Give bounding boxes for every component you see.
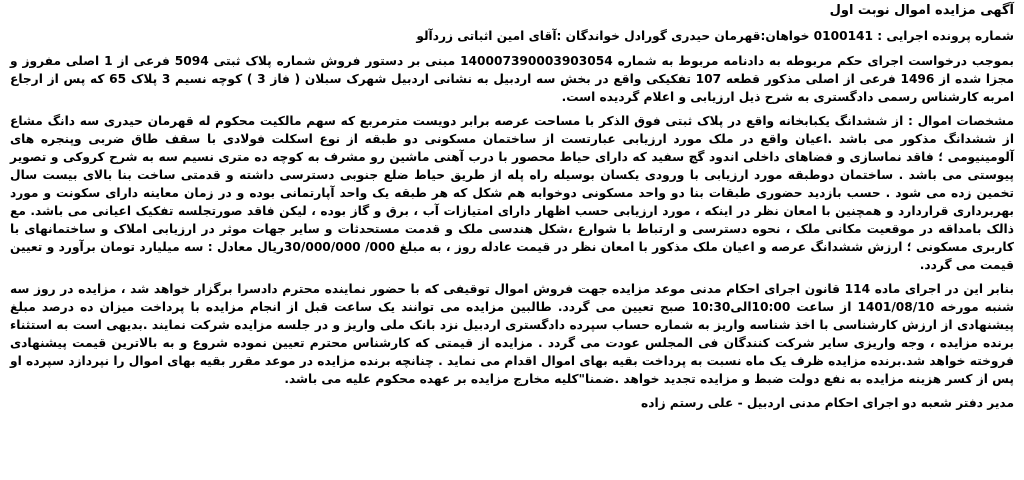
- notice-title: آگهی مزایده اموال نوبت اول: [829, 3, 1014, 18]
- notice-paragraph-property-specs: مشخصات اموال : از ششدانگ یکبابخانه واقع در پلاک ثبتی فوق الذکر با مساحت عرصه برابر دویست مترمربع که سهم مالکیت محکوم له قهرمان حیدری سه دانگ مشاع از ششدانگ مذکور می باشد .اعیان واقع در ملک مورد ارزیابی عبارتست از ساختمان مسکونی دو طبقه از نوع اسکلت فولادی با سقف طاق ضربی وپنجره های آلومینیومی ؛ فاقد نماسازی و فضاهای داخلی اندود گچ سفید که دارای حیاط محصور با درب آهنی ماشین رو مشرف به کوچه ده متری نسیم سه به شرح کروکی و تصویر پیوستی می باشد . ساختمان دوطبقه مورد ارزیابی با ورودی یکسان بوسیله راه پله از طریق حیاط ضلع جنوبی دسترسی داشته و قدمتی ساخت بنا بالای بیست سال تخمین زده می شود . حسب بازدید حضوری طبقات بنا دو واحد مسکونی دوخوابه هم شکل که هر طبقه یک واحد آپارتمانی بوده و در زمان معاینه دارای سکونت و مورد بهربرداری قراردارد و همچنین با امعان نظر در اینکه ، مورد ارزیابی حسب اظهار دارای امتیازات آب ، برق و گاز بوده ، لیکن فاقد صورتجلسه تفکیک اعیانی می باشد. مع ذالک بامداقه در موقعیت مکانی ملک ، نحوه دسترسی و ارتباط با شوارع ،شکل هندسی ملک و قدمت مستحدثات و سایر جهات موثر در ارزیابی املاک و ساختمانهای با کاربری مسکونی ؛ ارزش ششدانگ عرصه و اعیان ملک مذکور با امعان نظر در قیمت عادله روز ، به مبلغ 000/ 30/000/000ریال معادل : سه میلیارد تومان برآورد و تعیین قیمت می گردد.: [10, 114, 1014, 272]
- auction-notice: [10, 2, 1014, 412]
- notice-signature: مدیر دفتر شعبه دو اجرای احکام مدنی اردبیل - علی رستم زاده: [641, 396, 1014, 410]
- case-info-line: شماره پرونده اجرایی : 0100141 خواهان:قهرمان حیدری گورادل خواندگان :آقای امین اثباتی زردآلو: [416, 29, 1014, 43]
- notice-paragraph-order: بموجب درخواست اجرای حکم مربوطه به دادنامه مربوط به شماره 14000739000390305‌4 مبنی بر دستور فروش شماره پلاک ثبتی 5094 فرعی از 1 اصلی مفروز و مجزا شده از 1496 فرعی از اصلی مذکور قطعه 107 تفکیکی واقع در بخش سه اردبیل به نشانی اردبیل شهرک سبلان ( فاز 3 ) کوچه نسیم 3 پلاک 65 که پس از ارجاع امربه کارشناس رسمی دادگستری به شرح ذیل ارزیابی و اعلام گردیده است.: [10, 54, 1015, 104]
- notice-paragraph-auction-terms: بنابر این در اجرای ماده 114 قانون اجرای احکام مدنی موعد مزایده جهت فروش اموال توقیفی که با حضور نماینده محترم دادسرا برگزار خواهد شد ، مزایده در روز سه شنبه مورخه 1401/08/10 از ساعت 10:00الی10:30 صبح تعیین می گردد. طالبین مزایده می توانند یک ساعت قبل از انجام مزایده با پرداخت میزان ده درصد مبلغ پیشنهادی از ارزش کارشناسی با اخذ شناسه واریز به شماره حساب سپرده دادگستری اردبیل نزد بانک ملی واریز و در جلسه مزایده شرکت نمایند .بدیهی است به استثناء برنده مزایده ، وجه واریزی سایر شرکت کنندگان فی المجلس عودت می گردد . مزایده از قیمتی که کارشناس محترم تعیین نموده شروع و به بالاترین قیمت پیشنهادی فروخته خواهد شد.برنده مزایده ظرف یک ماه نسبت به پرداخت بقیه بهای اموال اقدام می نماید . چنانچه برنده مزایده در موعد مقرر بقیه بهای اموال را نپردازد سپرده او پس از کسر هزینه مزایده به نفع دولت ضبط و مزایده تجدید خواهد .ضمنا"کلیه مخارج مزایده بر عهده محکوم علیه می باشد.: [10, 282, 1014, 386]
